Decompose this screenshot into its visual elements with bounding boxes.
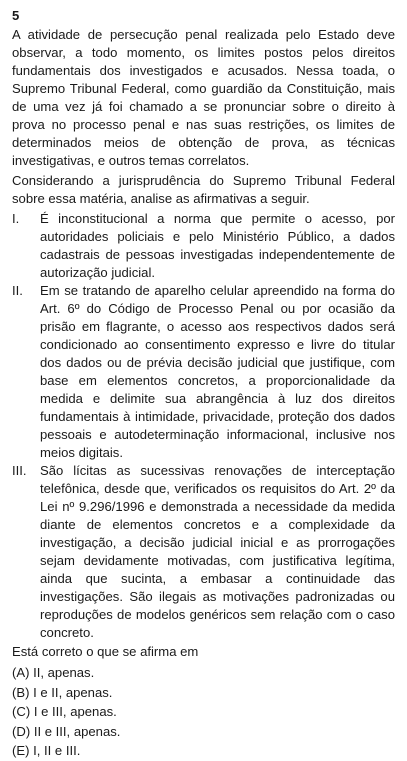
option-e[interactable]: (E) I, II e III.	[12, 743, 81, 758]
statement-marker: II.	[12, 283, 23, 298]
statement-item-2	[12, 282, 395, 462]
statement-text: É inconstitucional a norma que permite o acesso, por autoridades policiais e pelo Ministério Público, a dados cadastrais de pessoas investigadas independentemente de autorização judicial.	[40, 211, 395, 280]
option-b[interactable]: (B) I e II, apenas.	[12, 684, 113, 700]
option-a[interactable]: (A) II, apenas.	[12, 665, 95, 680]
statement-marker: III.	[12, 463, 27, 478]
option-c[interactable]: (C) I e III, apenas.	[12, 704, 117, 719]
question-prompt: Está correto o que se afirma em	[12, 644, 199, 659]
statement-item-1	[12, 210, 395, 282]
question-intro: A atividade de persecução penal realizada pelo Estado deve observar, a todo momento, os limites postos pelos direitos fundamentais dos investigados e acusados. Nessa toada, o Supremo Tribunal Federal, como guardião da Constituição, mais de uma vez já foi chamado a se pronunciar sobre o direito à prova no processo penal e nas suas restrições, os limites de determinados meios de obtenção de prova, as técnicas investigativas, e outros temas correlatos.	[12, 27, 395, 168]
statement-marker: I.	[12, 211, 20, 226]
question-number: 5	[12, 8, 20, 23]
statement-text: São lícitas as sucessivas renovações de interceptação telefônica, desde que, verificados os requisitos do Art. 2º da Lei nº 9.296/1996 e demonstrada a necessidade da medida diante de elementos concretos e a complexidade da investigação, a decisão judicial inicial e as prorrogações sejam devidamente motivadas, com justificativa legítima, ainda que sucinta, a embasar a continuidade das investigações. São ilegais as motivações padronizadas ou reproduções de modelos genéricos sem relação com o caso concreto.	[40, 463, 395, 640]
answer-options	[12, 663, 395, 761]
statement-text: Em se tratando de aparelho celular apreendido na forma do Art. 6º do Código de Processo Penal ou por ocasião da prisão em flagrante, o acesso aos respectivos dados será condicionado ao consentimento expresso e livre do titular dos dados ou de prévia decisão judicial que justifique, com base em elementos concretos, a proporcionalidade da medida e delimite sua abrangência à luz dos direitos fundamentais à intimidade, privacidade, proteção dos dados pessoais e autodeterminação informacional, inclusive nos meios digitais.	[40, 283, 395, 460]
statement-item-3	[12, 462, 395, 642]
question-stem: Considerando a jurisprudência do Supremo Tribunal Federal sobre essa matéria, analise as afirmativas a seguir.	[12, 173, 395, 206]
statement-list	[12, 210, 395, 642]
option-d[interactable]: (D) II e III, apenas.	[12, 723, 121, 739]
